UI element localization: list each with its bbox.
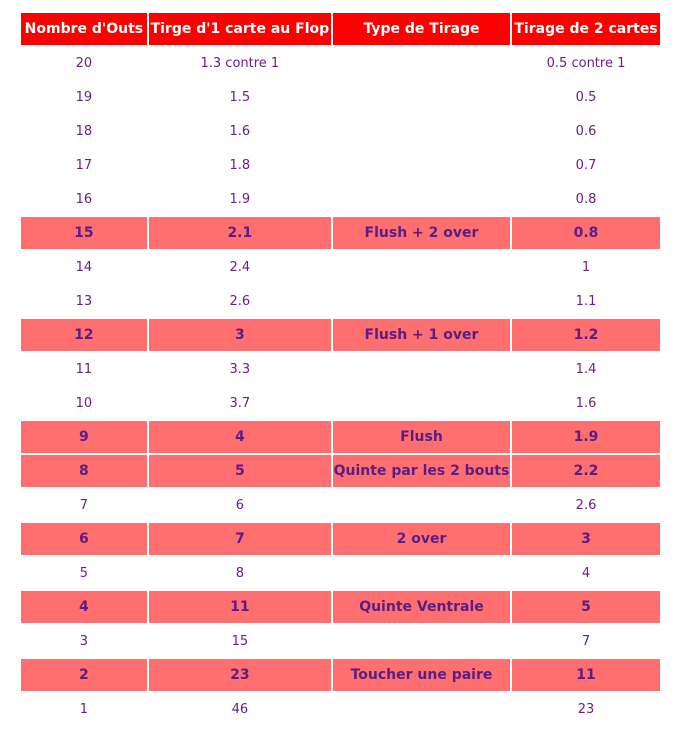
table-row xyxy=(21,319,660,351)
header-row xyxy=(21,13,660,45)
cell-one-card-flop: 1.8 xyxy=(229,157,251,173)
cell-one-card-flop: 2.4 xyxy=(229,259,251,275)
cell-draw-type: 2 over xyxy=(333,523,510,555)
table-row xyxy=(21,557,660,589)
table-row xyxy=(21,353,660,385)
table-row xyxy=(21,659,660,691)
cell-outs: 13 xyxy=(75,293,93,309)
table-row xyxy=(21,523,660,555)
cell-draw-type xyxy=(333,115,510,147)
cell-two-cards: 2.2 xyxy=(512,455,660,487)
table-row xyxy=(21,115,660,147)
table-row xyxy=(21,693,660,725)
cell-one-card-flop: 3.3 xyxy=(229,361,251,377)
cell-draw-type xyxy=(333,489,510,521)
header-one-card-flop: Tirge d'1 carte au Flop xyxy=(149,13,331,45)
cell-one-card-flop: 3.7 xyxy=(229,395,251,411)
cell-one-card-flop: 6 xyxy=(235,497,244,513)
cell-draw-type xyxy=(333,557,510,589)
cell-one-card-flop: 1.6 xyxy=(229,123,251,139)
cell-one-card-flop: 23 xyxy=(149,659,331,691)
cell-one-card-flop: 8 xyxy=(235,565,244,581)
cell-two-cards: 0.5 xyxy=(575,89,597,105)
cell-two-cards: 1.6 xyxy=(575,395,597,411)
table-row xyxy=(21,455,660,487)
cell-two-cards: 0.8 xyxy=(512,217,660,249)
header-outs: Nombre d'Outs xyxy=(21,13,147,45)
cell-two-cards: 1.2 xyxy=(512,319,660,351)
cell-two-cards: 11 xyxy=(512,659,660,691)
table-row xyxy=(21,625,660,657)
cell-one-card-flop: 1.5 xyxy=(229,89,251,105)
header-two-cards: Tirage de 2 cartes xyxy=(512,13,660,45)
header-draw-type: Type de Tirage xyxy=(333,13,510,45)
cell-outs: 16 xyxy=(75,191,93,207)
cell-outs: 4 xyxy=(21,591,147,623)
cell-draw-type: Toucher une paire xyxy=(333,659,510,691)
cell-draw-type xyxy=(333,285,510,317)
cell-draw-type xyxy=(333,81,510,113)
cell-one-card-flop: 7 xyxy=(149,523,331,555)
cell-draw-type: Flush + 2 over xyxy=(333,217,510,249)
cell-one-card-flop: 1.3 contre 1 xyxy=(200,55,280,71)
table-row xyxy=(21,421,660,453)
cell-outs: 12 xyxy=(21,319,147,351)
table-row xyxy=(21,591,660,623)
cell-one-card-flop: 5 xyxy=(149,455,331,487)
cell-outs: 14 xyxy=(75,259,93,275)
cell-draw-type xyxy=(333,387,510,419)
cell-outs: 3 xyxy=(79,633,89,649)
cell-two-cards: 0.5 contre 1 xyxy=(546,55,626,71)
cell-two-cards: 1.1 xyxy=(575,293,597,309)
table-row xyxy=(21,47,660,79)
cell-two-cards: 5 xyxy=(512,591,660,623)
cell-draw-type: Flush + 1 over xyxy=(333,319,510,351)
cell-one-card-flop: 2.1 xyxy=(149,217,331,249)
cell-two-cards: 7 xyxy=(581,633,591,649)
table-row xyxy=(21,387,660,419)
cell-outs: 6 xyxy=(21,523,147,555)
table-body xyxy=(21,47,660,725)
table-row xyxy=(21,489,660,521)
cell-outs: 18 xyxy=(75,123,93,139)
cell-two-cards: 1 xyxy=(581,259,591,275)
cell-draw-type xyxy=(333,625,510,657)
cell-draw-type: Flush xyxy=(333,421,510,453)
table-row xyxy=(21,81,660,113)
cell-outs: 10 xyxy=(75,395,93,411)
cell-two-cards: 1.9 xyxy=(512,421,660,453)
cell-one-card-flop: 2.6 xyxy=(229,293,251,309)
cell-draw-type xyxy=(333,183,510,215)
cell-outs: 19 xyxy=(75,89,93,105)
cell-outs: 11 xyxy=(75,361,93,377)
table-row xyxy=(21,217,660,249)
cell-draw-type xyxy=(333,47,510,79)
cell-draw-type: Quinte par les 2 bouts xyxy=(333,455,510,487)
cell-two-cards: 4 xyxy=(581,565,591,581)
cell-two-cards: 1.4 xyxy=(575,361,597,377)
cell-draw-type xyxy=(333,353,510,385)
cell-one-card-flop: 11 xyxy=(149,591,331,623)
table-header xyxy=(21,13,660,45)
cell-one-card-flop: 46 xyxy=(231,701,249,717)
cell-draw-type xyxy=(333,251,510,283)
cell-two-cards: 23 xyxy=(577,701,595,717)
cell-outs: 8 xyxy=(21,455,147,487)
cell-two-cards: 0.7 xyxy=(575,157,597,173)
cell-outs: 15 xyxy=(21,217,147,249)
cell-draw-type xyxy=(333,693,510,725)
cell-two-cards: 2.6 xyxy=(575,497,597,513)
cell-outs: 17 xyxy=(75,157,93,173)
cell-draw-type xyxy=(333,149,510,181)
table-row xyxy=(21,149,660,181)
table-row xyxy=(21,183,660,215)
table-row xyxy=(21,251,660,283)
cell-outs: 20 xyxy=(75,55,93,71)
table-row xyxy=(21,285,660,317)
cell-draw-type: Quinte Ventrale xyxy=(333,591,510,623)
cell-one-card-flop: 3 xyxy=(149,319,331,351)
cell-one-card-flop: 15 xyxy=(231,633,249,649)
cell-two-cards: 0.6 xyxy=(575,123,597,139)
cell-one-card-flop: 1.9 xyxy=(229,191,251,207)
cell-outs: 2 xyxy=(21,659,147,691)
cell-outs: 9 xyxy=(21,421,147,453)
cell-two-cards: 3 xyxy=(512,523,660,555)
cell-two-cards: 0.8 xyxy=(575,191,597,207)
cell-outs: 7 xyxy=(79,497,89,513)
cell-outs: 1 xyxy=(79,701,89,717)
cell-outs: 5 xyxy=(79,565,89,581)
outs-odds-table xyxy=(19,11,662,727)
cell-one-card-flop: 4 xyxy=(149,421,331,453)
